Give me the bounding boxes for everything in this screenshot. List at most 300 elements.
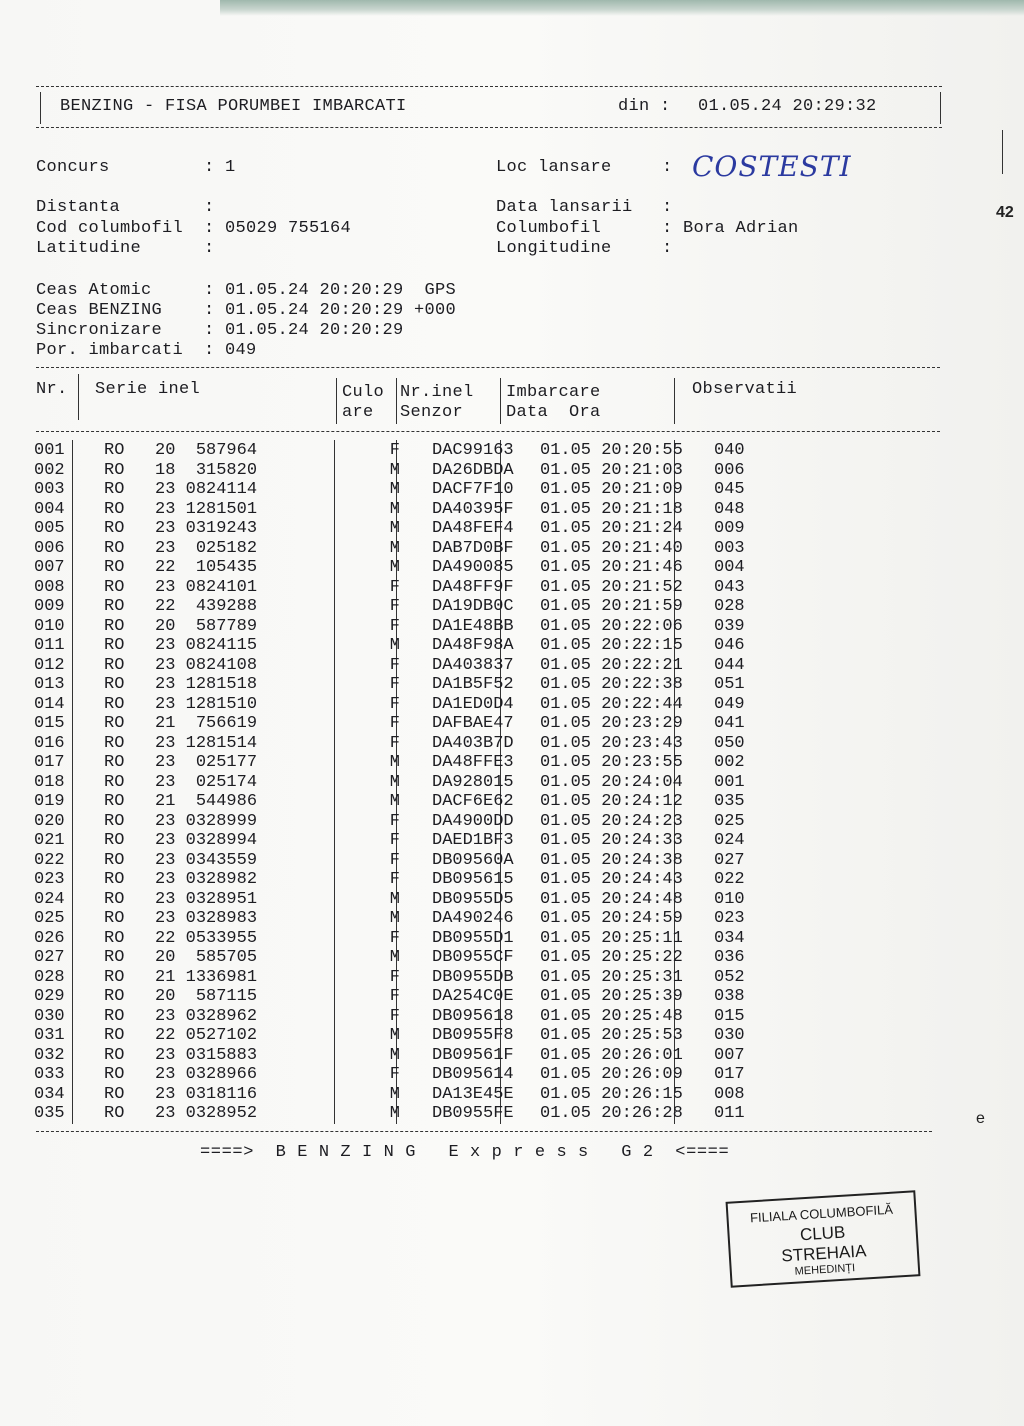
row-observatii: 017 bbox=[714, 1065, 745, 1084]
row-sex: M bbox=[389, 889, 400, 909]
row-sex: F bbox=[389, 577, 400, 597]
row-datetime: 01.05 20:24:48 bbox=[540, 889, 683, 909]
row-sex: F bbox=[389, 616, 400, 636]
row-sex: F bbox=[389, 655, 400, 675]
row-serie: RO 23 0328952 bbox=[104, 1104, 258, 1123]
table-row bbox=[34, 831, 774, 851]
col-header-culoare-2: are bbox=[342, 403, 374, 422]
row-sex: F bbox=[389, 714, 400, 733]
cod-columbofil-value: : 05029 755164 bbox=[204, 219, 352, 238]
row-nr: 013 bbox=[34, 675, 65, 694]
header-div-5 bbox=[674, 378, 675, 424]
row-nr: 029 bbox=[34, 987, 65, 1006]
document-title: BENZING - FISA PORUMBEI IMBARCATI bbox=[60, 97, 407, 116]
row-sex: F bbox=[389, 1065, 400, 1084]
distanta-label: Distanta bbox=[36, 198, 121, 217]
row-serie: RO 23 0328966 bbox=[104, 1065, 258, 1084]
row-datetime: 01.05 20:21:03 bbox=[540, 460, 683, 480]
row-observatii: 027 bbox=[714, 850, 745, 870]
row-nr: 003 bbox=[34, 480, 65, 499]
row-observatii: 023 bbox=[714, 909, 745, 928]
row-sensor: DA4900DD bbox=[432, 811, 514, 831]
row-observatii: 004 bbox=[714, 558, 745, 577]
table-top-rule bbox=[36, 367, 940, 368]
row-serie: RO 23 0824101 bbox=[104, 577, 258, 597]
table-row bbox=[34, 851, 774, 871]
latitudine-label: Latitudine bbox=[36, 239, 142, 258]
col-header-culoare-1: Culo bbox=[342, 383, 385, 402]
loc-lansare-handwritten: COSTESTI bbox=[692, 150, 852, 183]
table-row bbox=[34, 714, 774, 734]
longitudine-label: Longitudine bbox=[496, 239, 612, 258]
row-observatii: 034 bbox=[714, 928, 745, 948]
row-observatii: 030 bbox=[714, 1026, 745, 1045]
table-row bbox=[34, 812, 774, 832]
row-sex: M bbox=[389, 499, 400, 519]
row-sensor: DA48FEF4 bbox=[432, 519, 514, 538]
row-sensor: DB095618 bbox=[432, 1006, 514, 1026]
row-datetime: 01.05 20:25:48 bbox=[540, 1006, 683, 1026]
row-nr: 028 bbox=[34, 967, 65, 987]
table-row bbox=[34, 636, 774, 656]
row-culoare bbox=[400, 987, 428, 1007]
row-serie: RO 23 0328962 bbox=[104, 1006, 258, 1026]
table-row bbox=[34, 1007, 774, 1027]
row-serie: RO 23 0824114 bbox=[104, 480, 258, 499]
row-observatii: 036 bbox=[714, 948, 745, 967]
row-datetime: 01.05 20:21:18 bbox=[540, 499, 683, 519]
row-datetime: 01.05 20:22:06 bbox=[540, 616, 683, 636]
row-sex: F bbox=[389, 987, 400, 1006]
row-sensor: DAFBAE47 bbox=[432, 714, 514, 733]
row-serie: RO 23 025182 bbox=[104, 538, 258, 558]
row-nr: 023 bbox=[34, 870, 65, 889]
row-sensor: DA48FFE3 bbox=[432, 753, 514, 772]
row-observatii: 044 bbox=[714, 655, 745, 675]
row-sensor: DA19DB0C bbox=[432, 597, 514, 616]
ceas-atomic-value: : 01.05.24 20:20:29 GPS bbox=[204, 281, 457, 300]
col-header-serie: Serie inel bbox=[95, 380, 201, 399]
row-nr: 018 bbox=[34, 772, 65, 792]
row-nr: 024 bbox=[34, 889, 65, 909]
row-culoare bbox=[400, 890, 428, 910]
row-serie: RO 23 0328983 bbox=[104, 909, 258, 928]
row-serie: RO 23 025174 bbox=[104, 772, 258, 792]
row-nr: 034 bbox=[34, 1084, 65, 1104]
row-nr: 016 bbox=[34, 733, 65, 753]
row-observatii: 038 bbox=[714, 987, 745, 1006]
loc-lansare-sep: : bbox=[662, 158, 673, 177]
row-datetime: 01.05 20:24:38 bbox=[540, 850, 683, 870]
table-row bbox=[34, 597, 774, 617]
table-row bbox=[34, 1026, 774, 1046]
row-culoare bbox=[400, 597, 428, 617]
row-nr: 030 bbox=[34, 1006, 65, 1026]
col-header-nrinel-2: Senzor bbox=[400, 403, 464, 422]
concurs-label: Concurs bbox=[36, 158, 110, 177]
row-sensor: DB095614 bbox=[432, 1065, 514, 1084]
row-culoare bbox=[400, 636, 428, 656]
row-nr: 032 bbox=[34, 1045, 65, 1065]
columbofil-value: : Bora Adrian bbox=[662, 219, 799, 238]
row-nr: 012 bbox=[34, 655, 65, 675]
row-datetime: 01.05 20:26:15 bbox=[540, 1084, 683, 1104]
page-number: 42 bbox=[996, 204, 1014, 221]
row-datetime: 01.05 20:23:43 bbox=[540, 733, 683, 753]
row-observatii: 039 bbox=[714, 616, 745, 636]
row-culoare bbox=[400, 1007, 428, 1027]
row-observatii: 007 bbox=[714, 1045, 745, 1065]
row-serie: RO 21 1336981 bbox=[104, 967, 258, 987]
row-datetime: 01.05 20:22:44 bbox=[540, 694, 683, 714]
row-sex: F bbox=[389, 870, 400, 889]
ceas-benzing-label: Ceas BENZING bbox=[36, 301, 163, 320]
club-stamp bbox=[726, 1190, 921, 1287]
row-observatii: 003 bbox=[714, 538, 745, 558]
row-sex: F bbox=[389, 733, 400, 753]
table-row bbox=[34, 558, 774, 578]
row-observatii: 025 bbox=[714, 811, 745, 831]
row-culoare bbox=[400, 519, 428, 539]
row-sex: F bbox=[389, 928, 400, 948]
table-row bbox=[34, 500, 774, 520]
row-sex: M bbox=[389, 1045, 400, 1065]
row-observatii: 008 bbox=[714, 1084, 745, 1104]
row-serie: RO 23 0824108 bbox=[104, 655, 258, 675]
row-nr: 008 bbox=[34, 577, 65, 597]
row-sex: F bbox=[389, 597, 400, 616]
row-culoare bbox=[400, 831, 428, 851]
row-observatii: 048 bbox=[714, 499, 745, 519]
stamp-line-4: MEHEDINȚI bbox=[794, 1262, 856, 1278]
row-observatii: 010 bbox=[714, 889, 745, 909]
row-datetime: 01.05 20:23:29 bbox=[540, 714, 683, 733]
table-row bbox=[34, 656, 774, 676]
row-sex: M bbox=[389, 753, 400, 772]
table-row bbox=[34, 734, 774, 754]
row-sensor: DA928015 bbox=[432, 772, 514, 792]
row-nr: 021 bbox=[34, 831, 65, 850]
table-row bbox=[34, 695, 774, 715]
row-culoare bbox=[400, 792, 428, 812]
row-sex: M bbox=[389, 538, 400, 558]
row-sensor: DA1ED0D4 bbox=[432, 694, 514, 714]
header-div-2 bbox=[336, 378, 337, 424]
header-top-rule bbox=[36, 86, 942, 87]
stamp-line-1: FILIALA COLUMBOFILĂ bbox=[749, 1201, 894, 1226]
table-header-rule bbox=[36, 431, 940, 432]
row-sex: M bbox=[389, 1084, 400, 1104]
row-sensor: DAB7D0BF bbox=[432, 538, 514, 558]
row-datetime: 01.05 20:23:55 bbox=[540, 753, 683, 772]
table-row bbox=[34, 987, 774, 1007]
header-div-3 bbox=[396, 378, 397, 424]
header-div-1 bbox=[78, 374, 79, 420]
row-datetime: 01.05 20:25:22 bbox=[540, 948, 683, 967]
row-sex: M bbox=[389, 1026, 400, 1045]
table-row bbox=[34, 1046, 774, 1066]
row-sensor: DA1E48BB bbox=[432, 616, 514, 636]
row-serie: RO 18 315820 bbox=[104, 460, 258, 480]
row-sensor: DB09560A bbox=[432, 850, 514, 870]
row-serie: RO 22 105435 bbox=[104, 558, 258, 577]
row-culoare bbox=[400, 539, 428, 559]
row-nr: 031 bbox=[34, 1026, 65, 1045]
col-header-imbarcare-2: Data Ora bbox=[506, 403, 601, 422]
row-sensor: DA1B5F52 bbox=[432, 675, 514, 694]
row-sensor: DA48FF9F bbox=[432, 577, 514, 597]
longitudine-value: : bbox=[662, 239, 673, 258]
row-culoare bbox=[400, 773, 428, 793]
cod-columbofil-label: Cod columbofil bbox=[36, 219, 184, 238]
row-observatii: 049 bbox=[714, 694, 745, 714]
row-culoare bbox=[400, 461, 428, 481]
row-sex: F bbox=[389, 811, 400, 831]
row-serie: RO 23 1281501 bbox=[104, 499, 258, 519]
concurs-value: : 1 bbox=[204, 158, 236, 177]
row-observatii: 015 bbox=[714, 1006, 745, 1026]
stamp-line-3: STREHAIA bbox=[780, 1241, 867, 1266]
row-serie: RO 23 0343559 bbox=[104, 850, 258, 870]
row-culoare bbox=[400, 675, 428, 695]
row-nr: 004 bbox=[34, 499, 65, 519]
sincronizare-value: : 01.05.24 20:20:29 bbox=[204, 321, 404, 340]
row-culoare bbox=[400, 929, 428, 949]
header-div-4 bbox=[500, 378, 501, 424]
row-observatii: 051 bbox=[714, 675, 745, 694]
table-row bbox=[34, 890, 774, 910]
row-sensor: DA254C0E bbox=[432, 987, 514, 1006]
row-datetime: 01.05 20:24:59 bbox=[540, 909, 683, 928]
row-nr: 014 bbox=[34, 694, 65, 714]
row-nr: 033 bbox=[34, 1065, 65, 1084]
row-sensor: DA403837 bbox=[432, 655, 514, 675]
row-culoare bbox=[400, 1104, 428, 1124]
col-header-nr: Nr. bbox=[36, 380, 68, 399]
row-nr: 035 bbox=[34, 1104, 65, 1123]
row-nr: 009 bbox=[34, 597, 65, 616]
row-sex: M bbox=[389, 1104, 400, 1123]
row-sex: F bbox=[389, 850, 400, 870]
table-row bbox=[34, 773, 774, 793]
row-observatii: 035 bbox=[714, 792, 745, 811]
row-culoare bbox=[400, 617, 428, 637]
row-observatii: 050 bbox=[714, 733, 745, 753]
row-serie: RO 20 587115 bbox=[104, 987, 258, 1006]
row-observatii: 022 bbox=[714, 870, 745, 889]
row-observatii: 001 bbox=[714, 772, 745, 792]
table-row bbox=[34, 753, 774, 773]
row-datetime: 01.05 20:22:15 bbox=[540, 636, 683, 655]
data-lansarii-value: : bbox=[662, 198, 673, 217]
row-sex: F bbox=[389, 675, 400, 694]
row-serie: RO 23 0328982 bbox=[104, 870, 258, 889]
row-datetime: 01.05 20:26:09 bbox=[540, 1065, 683, 1084]
row-serie: RO 23 0328951 bbox=[104, 889, 258, 909]
row-sensor: DA403B7D bbox=[432, 733, 514, 753]
col-header-nrinel-1: Nr.inel bbox=[400, 383, 474, 402]
row-datetime: 01.05 20:25:53 bbox=[540, 1026, 683, 1045]
row-culoare bbox=[400, 851, 428, 871]
row-observatii: 024 bbox=[714, 831, 745, 850]
table-row bbox=[34, 539, 774, 559]
row-sensor: DA26DBDA bbox=[432, 460, 514, 480]
row-sex: F bbox=[389, 694, 400, 714]
row-serie: RO 23 025177 bbox=[104, 753, 258, 772]
table-row bbox=[34, 792, 774, 812]
row-sensor: DB095615 bbox=[432, 870, 514, 889]
row-observatii: 011 bbox=[714, 1104, 745, 1123]
row-nr: 010 bbox=[34, 616, 65, 636]
row-serie: RO 22 0533955 bbox=[104, 928, 258, 948]
table-row bbox=[34, 1104, 774, 1124]
row-sex: F bbox=[389, 967, 400, 987]
row-serie: RO 22 439288 bbox=[104, 597, 258, 616]
row-sensor: DB0955D1 bbox=[432, 928, 514, 948]
distanta-value: : bbox=[204, 198, 215, 217]
loc-lansare-label: Loc lansare bbox=[496, 158, 612, 177]
table-row bbox=[34, 461, 774, 481]
row-culoare bbox=[400, 1046, 428, 1066]
sincronizare-label: Sincronizare bbox=[36, 321, 163, 340]
row-nr: 001 bbox=[34, 441, 65, 460]
row-observatii: 043 bbox=[714, 577, 745, 597]
row-serie: RO 23 1281518 bbox=[104, 675, 258, 694]
row-nr: 007 bbox=[34, 558, 65, 577]
row-sensor: DB0955CF bbox=[432, 948, 514, 967]
data-lansarii-label: Data lansarii bbox=[496, 198, 633, 217]
row-culoare bbox=[400, 480, 428, 500]
row-culoare bbox=[400, 441, 428, 461]
ceas-atomic-label: Ceas Atomic bbox=[36, 281, 152, 300]
row-sex: F bbox=[389, 1006, 400, 1026]
row-nr: 020 bbox=[34, 811, 65, 831]
print-datetime: 01.05.24 20:29:32 bbox=[698, 97, 877, 116]
row-serie: RO 23 1281514 bbox=[104, 733, 258, 753]
row-sensor: DACF7F10 bbox=[432, 480, 514, 499]
row-datetime: 01.05 20:21:40 bbox=[540, 538, 683, 558]
row-observatii: 045 bbox=[714, 480, 745, 499]
row-culoare bbox=[400, 909, 428, 929]
por-imbarcati-label: Por. imbarcati bbox=[36, 341, 184, 360]
row-culoare bbox=[400, 500, 428, 520]
row-nr: 019 bbox=[34, 792, 65, 811]
row-datetime: 01.05 20:21:24 bbox=[540, 519, 683, 538]
row-serie: RO 23 0328994 bbox=[104, 831, 258, 850]
row-serie: RO 23 0319243 bbox=[104, 519, 258, 538]
row-datetime: 01.05 20:26:28 bbox=[540, 1104, 683, 1123]
row-sex: M bbox=[389, 792, 400, 811]
row-nr: 011 bbox=[34, 636, 65, 655]
row-serie: RO 23 0315883 bbox=[104, 1045, 258, 1065]
row-sex: M bbox=[389, 480, 400, 499]
row-culoare bbox=[400, 734, 428, 754]
row-datetime: 01.05 20:21:52 bbox=[540, 577, 683, 597]
row-culoare bbox=[400, 695, 428, 715]
row-observatii: 041 bbox=[714, 714, 745, 733]
row-culoare bbox=[400, 870, 428, 890]
header-left-bar bbox=[40, 92, 41, 124]
table-row bbox=[34, 519, 774, 539]
table-row bbox=[34, 480, 774, 500]
table-row bbox=[34, 870, 774, 890]
row-sex: M bbox=[389, 519, 400, 538]
row-culoare bbox=[400, 558, 428, 578]
row-sex: F bbox=[389, 441, 400, 460]
row-culoare bbox=[400, 578, 428, 598]
row-sensor: DB0955DB bbox=[432, 967, 514, 987]
header-right-bar bbox=[940, 92, 941, 124]
row-datetime: 01.05 20:24:04 bbox=[540, 772, 683, 792]
row-culoare bbox=[400, 968, 428, 988]
row-nr: 022 bbox=[34, 850, 65, 870]
footer-brand: ====> B E N Z I N G E x p r e s s G 2 <==== bbox=[200, 1143, 730, 1162]
row-datetime: 01.05 20:20:55 bbox=[540, 441, 683, 460]
row-observatii: 002 bbox=[714, 753, 745, 772]
row-nr: 017 bbox=[34, 753, 65, 772]
row-serie: RO 21 544986 bbox=[104, 792, 258, 811]
table-row bbox=[34, 675, 774, 695]
table-row bbox=[34, 617, 774, 637]
row-culoare bbox=[400, 753, 428, 773]
row-serie: RO 20 585705 bbox=[104, 948, 258, 967]
row-serie: RO 23 0328999 bbox=[104, 811, 258, 831]
row-serie: RO 23 0824115 bbox=[104, 636, 258, 655]
row-sex: M bbox=[389, 909, 400, 928]
row-sex: M bbox=[389, 772, 400, 792]
row-serie: RO 22 0527102 bbox=[104, 1026, 258, 1045]
row-serie: RO 20 587964 bbox=[104, 441, 258, 460]
stamp-line-2: CLUB bbox=[799, 1222, 846, 1245]
row-nr: 015 bbox=[34, 714, 65, 733]
header-bottom-rule bbox=[36, 127, 942, 128]
row-sensor: DB0955D5 bbox=[432, 889, 514, 909]
row-observatii: 052 bbox=[714, 967, 745, 987]
row-datetime: 01.05 20:21:46 bbox=[540, 558, 683, 577]
row-nr: 025 bbox=[34, 909, 65, 928]
row-datetime: 01.05 20:21:09 bbox=[540, 480, 683, 499]
row-datetime: 01.05 20:24:43 bbox=[540, 870, 683, 889]
table-row bbox=[34, 968, 774, 988]
row-sensor: DAED1BF3 bbox=[432, 831, 514, 850]
row-sensor: DB09561F bbox=[432, 1045, 514, 1065]
row-sex: M bbox=[389, 558, 400, 577]
boarding-table bbox=[34, 441, 774, 1124]
row-datetime: 01.05 20:24:33 bbox=[540, 831, 683, 850]
row-sensor: DACF6E62 bbox=[432, 792, 514, 811]
din-label: din : bbox=[618, 97, 671, 116]
row-observatii: 040 bbox=[714, 441, 745, 460]
row-culoare bbox=[400, 714, 428, 734]
col-header-imbarcare-1: Imbarcare bbox=[506, 383, 601, 402]
row-nr: 006 bbox=[34, 538, 65, 558]
por-imbarcati-value: : 049 bbox=[204, 341, 257, 360]
table-row bbox=[34, 441, 774, 461]
row-serie: RO 23 0318116 bbox=[104, 1084, 258, 1104]
ceas-benzing-value: : 01.05.24 20:20:29 +000 bbox=[204, 301, 457, 320]
row-sensor: DB0955FE bbox=[432, 1104, 514, 1123]
row-nr: 027 bbox=[34, 948, 65, 967]
margin-letter: e bbox=[976, 1110, 985, 1127]
row-nr: 002 bbox=[34, 460, 65, 480]
row-sensor: DA13E45E bbox=[432, 1084, 514, 1104]
col-header-observatii: Observatii bbox=[692, 380, 798, 399]
row-observatii: 028 bbox=[714, 597, 745, 616]
table-row bbox=[34, 578, 774, 598]
row-serie: RO 21 756619 bbox=[104, 714, 258, 733]
row-sensor: DAC99163 bbox=[432, 441, 514, 460]
margin-tick bbox=[1002, 130, 1003, 174]
